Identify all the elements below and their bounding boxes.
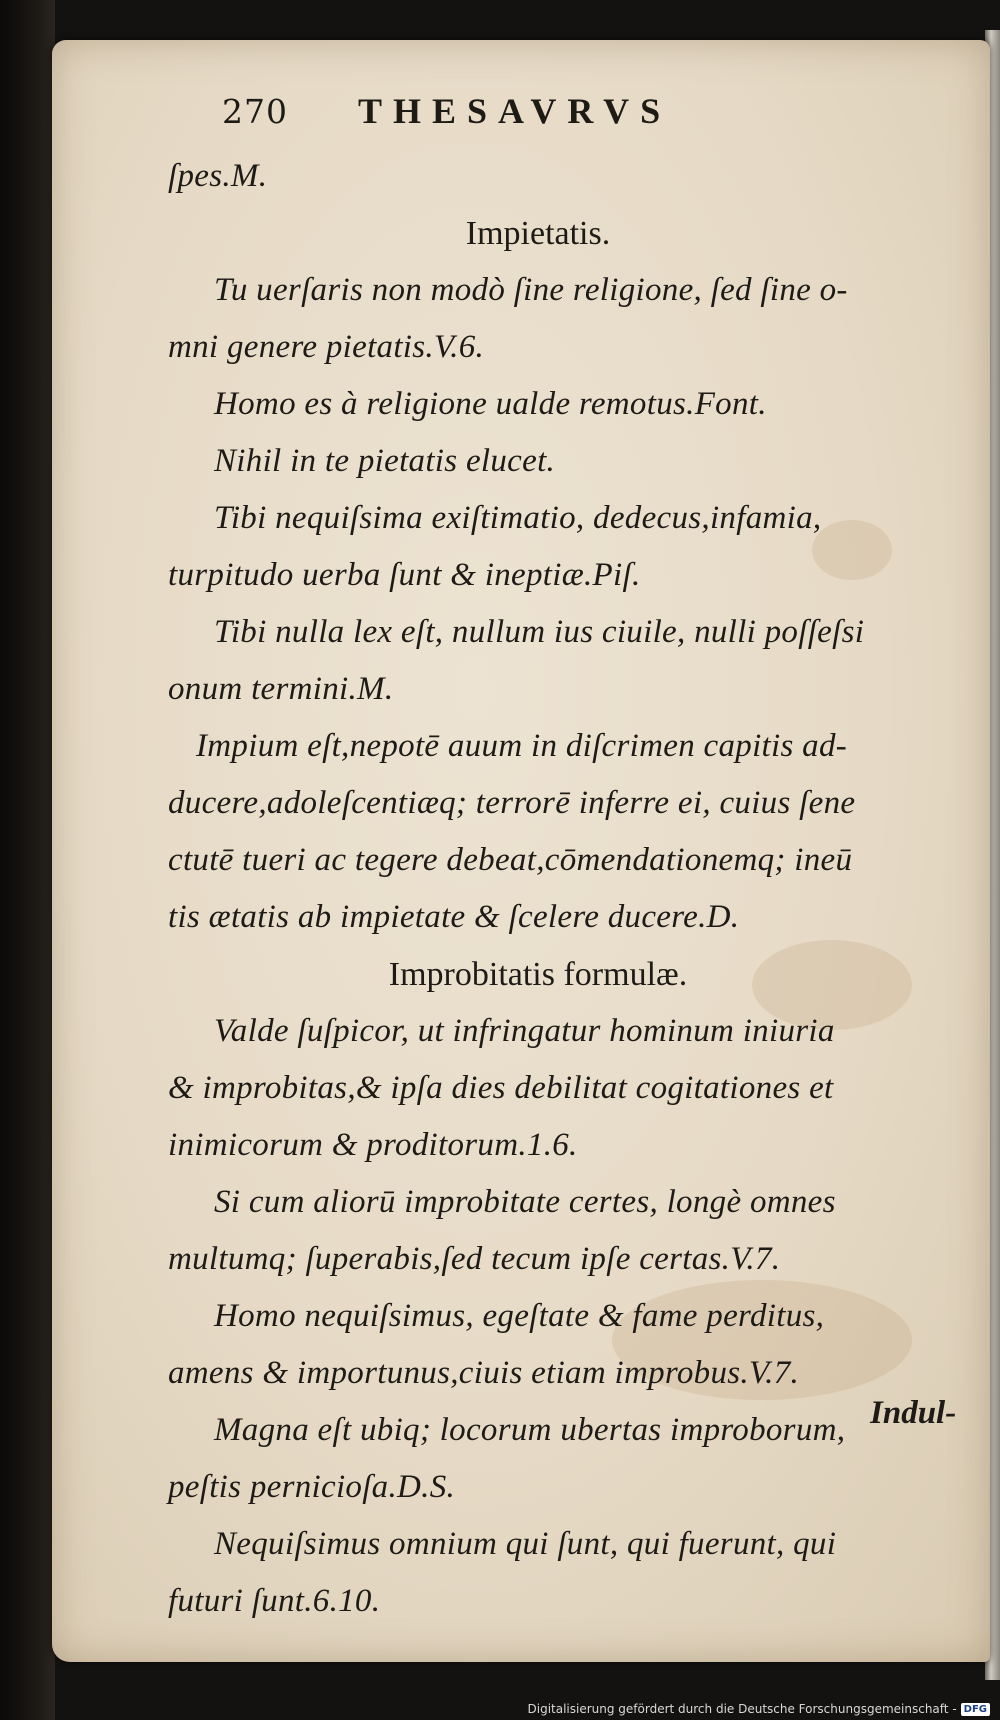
text-line: Impium eſt,nepotē auum in diſcrimen capitis ad-: [196, 728, 848, 764]
text-line: multumq; ſuperabis,ſed tecum ipſe certas.V.7.: [168, 1241, 781, 1277]
book-spine: [0, 0, 55, 1720]
text-line: & improbitas,& ipſa dies debilitat cogitationes et: [168, 1070, 834, 1106]
text-line: inimicorum & proditorum.1.6.: [168, 1127, 578, 1163]
section-heading: Impietatis.: [465, 215, 611, 252]
text-line: Homo nequiſsimus, egeſtate & fame perditus,: [214, 1298, 825, 1334]
text-line: Valde ſuſpicor, ut infringatur hominum iniuria: [214, 1013, 835, 1049]
page-number: 270: [222, 92, 288, 131]
catchword: Indul-: [870, 1395, 957, 1431]
text-line: Nequiſsimus omnium qui ſunt, qui fuerunt, qui: [214, 1526, 837, 1562]
text-line: peſtis pernicioſa.D.S.: [168, 1469, 456, 1505]
text-body: [168, 148, 968, 1630]
text-line: Magna eſt ubiq; locorum ubertas improborum,: [214, 1412, 846, 1448]
text-line: Si cum aliorū improbitate certes, longè omnes: [214, 1184, 836, 1220]
text-line: Tibi nequiſsima exiſtimatio, dedecus,infamia,: [214, 500, 822, 536]
dfg-logo: DFG: [961, 1703, 990, 1716]
text-line: amens & importunus,ciuis etiam improbus.V.7.: [168, 1355, 800, 1391]
section-heading: Improbitatis formulæ.: [388, 956, 688, 993]
digitization-footer: [528, 1702, 991, 1716]
text-line: ducere,adoleſcentiæq; terrorē inferre ei, cuius ſene: [168, 785, 856, 821]
page-header: [168, 90, 968, 148]
text-line: Tibi nulla lex eſt, nullum ius ciuile, nulli poſſeſsi: [214, 614, 865, 650]
footer-credit: Digitalisierung gefördert durch die Deutsche Forschungsgemeinschaft -: [527, 1702, 957, 1716]
text-line: ctutē tueri ac tegere debeat,cōmendationemq; ineū: [168, 842, 853, 878]
page-text: [168, 90, 968, 1630]
text-line: turpitudo uerba ſunt & ineptiæ.Piſ.: [168, 557, 641, 593]
text-line: tis ætatis ab impietate & ſcelere ducere.D.: [168, 899, 740, 935]
text-line: Homo es à religione ualde remotus.Font.: [214, 386, 767, 422]
text-line: onum termini.M.: [168, 671, 394, 707]
text-line: mni genere pietatis.V.6.: [168, 329, 485, 365]
running-title: THESAVRVS: [358, 91, 672, 131]
text-line: Tu uerſaris non modò ſine religione, ſed ſine o-: [214, 272, 848, 308]
text-line: Nihil in te pietatis elucet.: [214, 443, 556, 479]
text-line: ſpes.M.: [168, 158, 268, 194]
text-line: futuri ſunt.6.10.: [168, 1583, 381, 1619]
